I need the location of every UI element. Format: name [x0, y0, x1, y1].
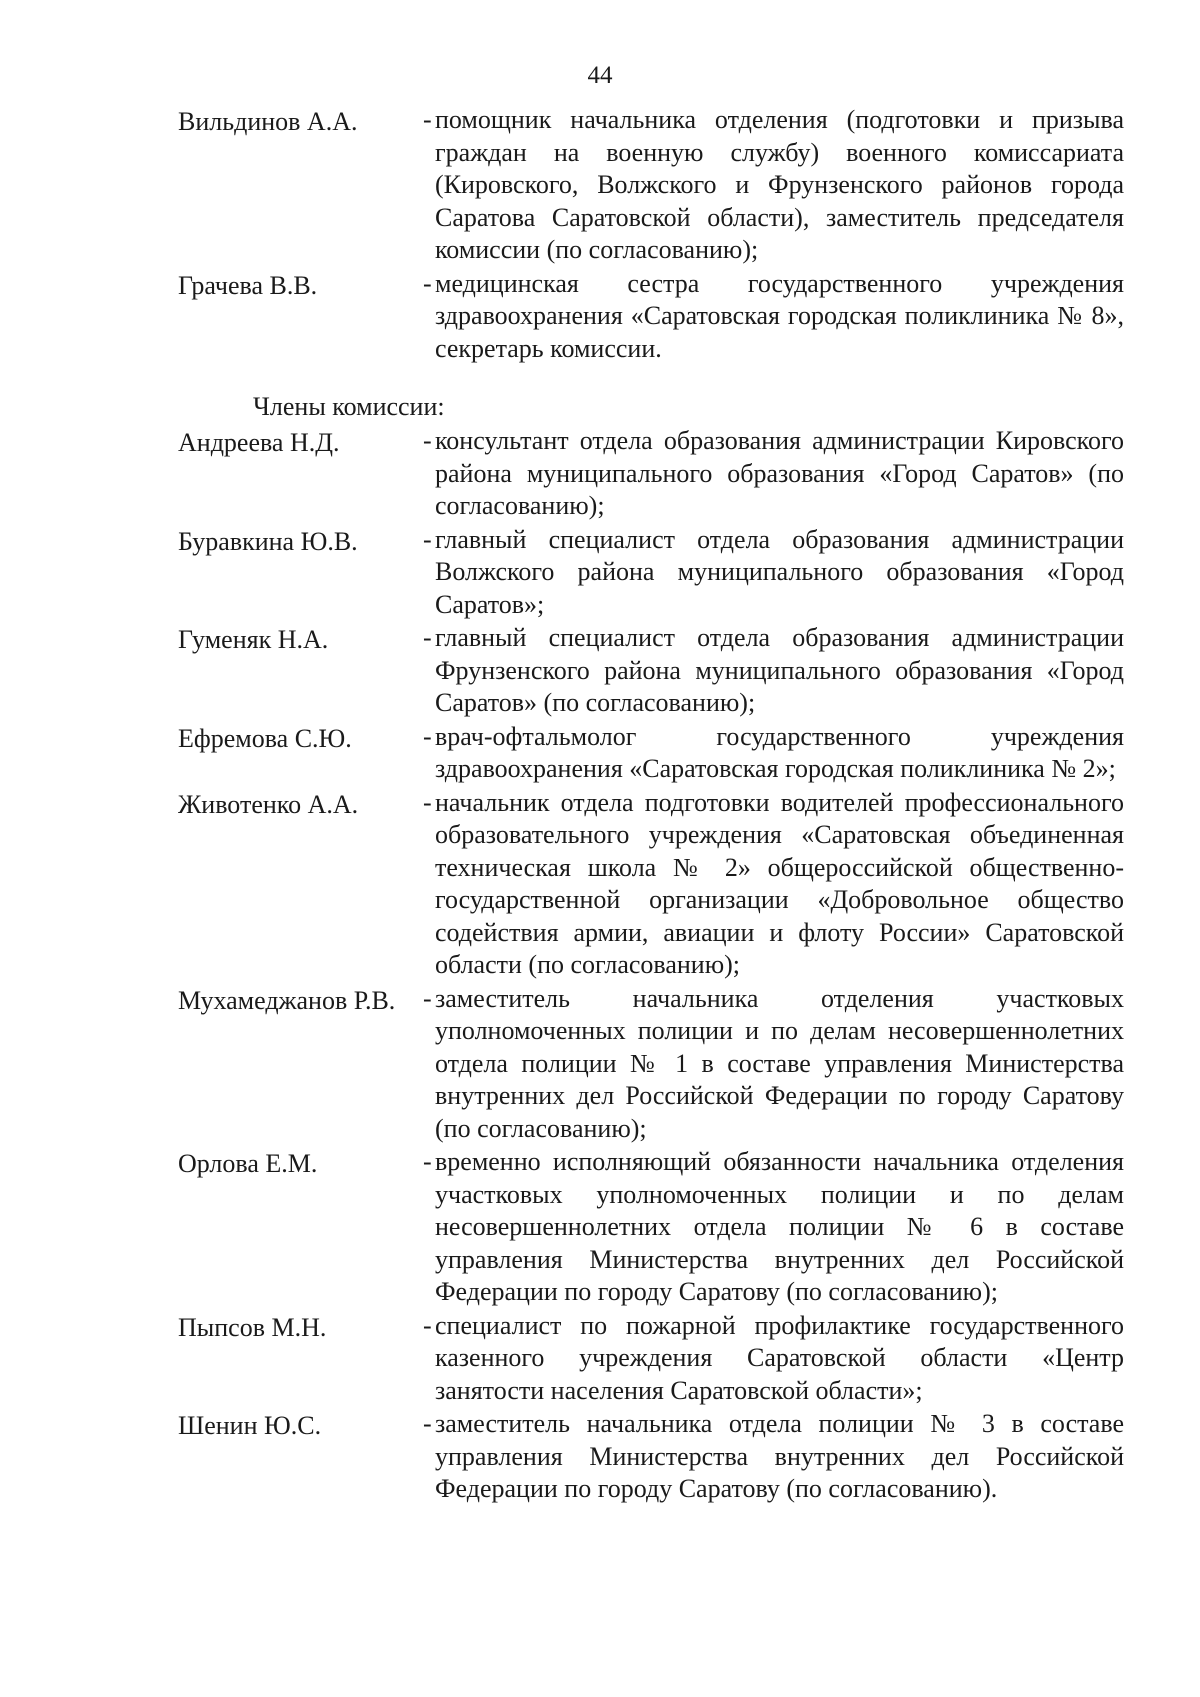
member-name: Буравкина Ю.В.: [178, 526, 358, 556]
member-entry: [178, 622, 1124, 720]
entry-dash: -: [423, 721, 432, 751]
entry-dash: -: [423, 1310, 432, 1340]
entry-dash: -: [423, 787, 432, 817]
member-name: Орлова Е.М.: [178, 1149, 318, 1178]
member-description: врач-офтальмолог государственного учреждения здравоохранения «Саратовская городская поликлиника № 2»;: [435, 721, 1124, 783]
member-name: Вильдинов А.А.: [178, 107, 358, 136]
member-name: Ефремова С.Ю.: [178, 723, 352, 753]
leadership-entry: [178, 268, 1124, 366]
entry-dash: -: [423, 105, 432, 134]
entry-dash: -: [423, 983, 432, 1013]
member-description: помощник начальника отделения (подготовки и призыва граждан на военную службу) военного комиссариата (Кировского, Волжского и Фрунзенского районов города Саратова Саратовской области), заместитель председателя комиссии (по согласованию);: [435, 105, 1124, 264]
commission-list: [178, 104, 1124, 1507]
entry-dash: -: [423, 623, 432, 652]
member-description: главный специалист отдела образования администрации Волжского района муниципального образования «Город Саратов»;: [435, 524, 1124, 619]
entry-dash: -: [423, 268, 432, 298]
entry-dash: -: [423, 426, 432, 455]
member-name: Шенин Ю.С.: [178, 1411, 322, 1440]
page-number: 44: [587, 62, 613, 89]
member-entry: [178, 721, 1124, 786]
member-entry: [178, 524, 1124, 622]
entry-dash: -: [423, 524, 432, 554]
member-name: Мухамеджанов Р.В.: [178, 985, 396, 1015]
member-name: Животенко А.А.: [178, 789, 359, 819]
member-entry: [178, 1146, 1124, 1309]
member-description: временно исполняющий обязанности начальника отделения участковых уполномоченных полиции и по делам несовершеннолетних отдела полиции № 6 в составе управления Министерства внутренних дел Российской Федерации по городу Саратову (по согласованию);: [435, 1147, 1124, 1306]
member-description: консультант отдела образования администрации Кировского района муниципального образования «Город Саратов» (по согласованию);: [435, 426, 1124, 520]
member-description: медицинская сестра государственного учреждения здравоохранения «Саратовская городская поликлиника № 8», секретарь комиссии.: [435, 268, 1124, 363]
member-name: Андреева Н.Д.: [178, 428, 340, 457]
member-description: заместитель начальника отдела полиции № 3 в составе управления Министерства внутренних дел Российской Федерации по городу Саратову (по согласованию).: [435, 1409, 1124, 1503]
member-description: главный специалист отдела образования администрации Фрунзенского района муниципального образования «Город Саратов» (по согласованию);: [435, 623, 1124, 717]
member-entry: [178, 787, 1124, 982]
entry-dash: -: [423, 1409, 432, 1438]
member-description: начальник отдела подготовки водителей профессионального образовательного учреждения «Саратовская объединенная техническая школа № 2» общероссийской общественно-государственной организации «Добровольное общество содействия армии, авиации и флоту России» Саратовской области (по согласованию);: [435, 787, 1124, 979]
member-description: заместитель начальника отделения участковых уполномоченных полиции и по делам несовершеннолетних отдела полиции № 1 в составе управления Министерства внутренних дел Российской Федерации по городу Саратову (по согласованию);: [435, 983, 1124, 1143]
member-description: специалист по пожарной профилактике государственного казенного учреждения Саратовской области «Центр занятости населения Саратовской области»;: [435, 1310, 1124, 1405]
member-name: Грачева В.В.: [178, 270, 318, 300]
member-entry: [178, 1310, 1124, 1408]
leadership-entry: [178, 104, 1124, 267]
entry-dash: -: [423, 1147, 432, 1176]
members-heading: Члены комиссии:: [253, 392, 445, 421]
member-entry: [178, 425, 1124, 523]
member-entry: [178, 983, 1124, 1146]
member-entry: [178, 1408, 1124, 1506]
member-name: Пыпсов М.Н.: [178, 1312, 327, 1342]
member-name: Гуменяк Н.А.: [178, 625, 329, 654]
